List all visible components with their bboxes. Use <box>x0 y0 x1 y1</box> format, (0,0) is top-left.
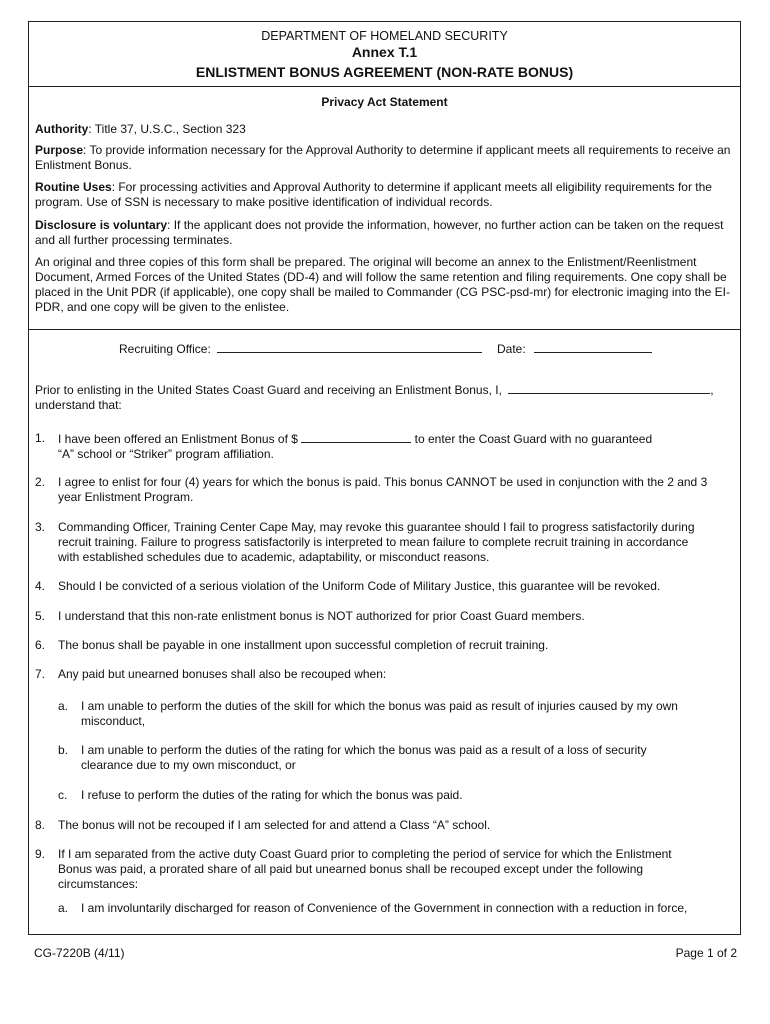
purpose-text: : To provide information necessary for the Approval Authority to determine if applicant meets all requirements to receive an Enlistment Bonus. <box>35 143 731 172</box>
intro-comma: , <box>710 383 714 397</box>
intro-paragraph <box>35 382 738 413</box>
item-letter: c. <box>58 788 68 802</box>
item-number: 7. <box>35 667 46 681</box>
item-number: 9. <box>35 847 46 861</box>
item-number: 5. <box>35 609 46 623</box>
item-text: The bonus will not be recouped if I am selected for and attend a Class “A” school. <box>58 818 491 832</box>
item-text: I am unable to perform the duties of the rating for which the bonus was paid as a result of a loss of security clearance due to my own misconduct, or <box>81 743 647 772</box>
date-row <box>497 341 652 357</box>
form-header <box>29 22 740 87</box>
recruiting-office-label: Recruiting Office: <box>119 342 211 356</box>
item-text: I agree to enlist for four (4) years for which the bonus is paid. This bonus CANNOT be used in conjunction with the 2 and 3 year Enlistment Program. <box>58 475 708 504</box>
copies-paragraph: An original and three copies of this form shall be prepared. The original will become an annex to the Enlistment/Reenlistment Document, Armed Forces of the United States (DD-4) and will follow the same retention and filing requirements. One copy shall be placed in the Unit PDR (if applicable), one copy shall be mailed to Commander (CG PSC-psd-mr) for electronic imaging into the EI-PDR, and one copy will be given to the enlistee. <box>35 255 730 314</box>
item-text: Commanding Officer, Training Center Cape May, may revoke this guarantee should I fail to progress satisfactorily during recruit training. Failure to progress satisfactorily is interpreted to mean failure to complete recruit training in accordance with established schedules due to academic, adaptability, or misconduct reasons. <box>58 520 695 564</box>
form-frame <box>28 21 741 935</box>
disclosure-label: Disclosure is voluntary <box>35 218 168 232</box>
routine-uses-text: : For processing activities and Approval Authority to determine if applicant meets all eligibility requirements for the program. Use of SSN is necessary to make positive identification of individual records. <box>35 180 712 209</box>
authority-label: Authority <box>35 122 89 136</box>
bonus-amount-field[interactable] <box>301 431 411 443</box>
page-number: Page 1 of 2 <box>675 946 737 960</box>
recruiting-office-row <box>119 341 482 357</box>
department-name: DEPARTMENT OF HOMELAND SECURITY <box>261 29 508 43</box>
item-text: I am involuntarily discharged for reason of Convenience of the Government in connection with a reduction in force, <box>81 901 688 915</box>
item-number: 1. <box>35 431 46 445</box>
annex-label: Annex T.1 <box>351 44 418 60</box>
item-number: 8. <box>35 818 46 832</box>
item-1-text-b: to enter the Coast Guard with no guaranteed <box>414 432 653 446</box>
item-text: I refuse to perform the duties of the rating for which the bonus was paid. <box>81 788 463 802</box>
authority-text: : Title 37, U.S.C., Section 323 <box>88 122 246 136</box>
routine-uses-paragraph <box>35 180 735 210</box>
item-text <box>58 431 708 462</box>
item-number: 6. <box>35 638 46 652</box>
purpose-paragraph <box>35 143 735 173</box>
privacy-act-section <box>29 86 740 330</box>
item-letter: a. <box>58 699 69 713</box>
item-number: 2. <box>35 475 46 489</box>
form-title: ENLISTMENT BONUS AGREEMENT (NON-RATE BONUS) <box>195 64 574 80</box>
date-field[interactable] <box>534 341 652 353</box>
recruiting-office-field[interactable] <box>217 341 482 353</box>
date-label: Date: <box>497 342 526 356</box>
intro-line-1: Prior to enlisting in the United States Coast Guard and receiving an Enlistment Bonus, I, <box>35 383 502 397</box>
disclosure-paragraph <box>35 218 735 248</box>
item-text: I understand that this non-rate enlistment bonus is NOT authorized for prior Coast Guard members. <box>58 609 585 623</box>
item-1-text-a: I have been offered an Enlistment Bonus of $ <box>58 432 298 446</box>
item-text: The bonus shall be payable in one installment upon successful completion of recruit training. <box>58 638 549 652</box>
item-1-text-c: “A” school or “Striker” program affiliation. <box>58 447 274 461</box>
routine-uses-label: Routine Uses <box>35 180 112 194</box>
item-text: Any paid but unearned bonuses shall also be recouped when: <box>58 667 387 681</box>
item-number: 3. <box>35 520 46 534</box>
disclosure-text: : If the applicant does not provide the information, however, no further action can be taken on the request and all further processing terminates. <box>35 218 724 247</box>
intro-line-2: understand that: <box>35 398 122 412</box>
item-letter: a. <box>58 901 69 915</box>
enlistee-name-field[interactable] <box>508 382 710 394</box>
item-text: If I am separated from the active duty Coast Guard prior to completing the period of service for which the Enlistment Bonus was paid, a prorated share of all paid but unearned bonus shall be recouped except under the following circumstances: <box>58 847 672 891</box>
item-text: Should I be convicted of a serious violation of the Uniform Code of Military Justice, this guarantee will be revoked. <box>58 579 661 593</box>
authority-paragraph <box>35 122 735 137</box>
item-text: I am unable to perform the duties of the skill for which the bonus was paid as result of injuries caused by my own misconduct, <box>81 699 678 728</box>
purpose-label: Purpose <box>35 143 84 157</box>
item-number: 4. <box>35 579 46 593</box>
item-letter: b. <box>58 743 69 757</box>
privacy-act-title: Privacy Act Statement <box>321 95 448 109</box>
form-number: CG-7220B (4/11) <box>34 946 125 960</box>
